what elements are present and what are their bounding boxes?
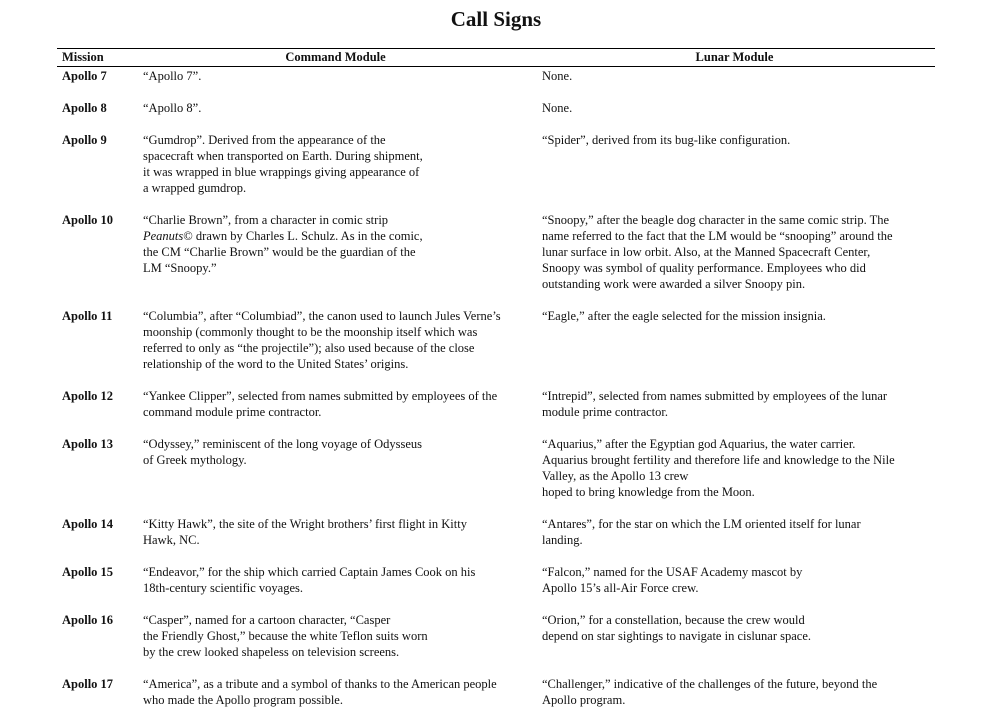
page-title: Call Signs xyxy=(450,7,542,31)
lunar-module-cell-line: “Snoopy,” after the beagle dog character in the same comic strip. The xyxy=(542,213,890,227)
command-module-cell xyxy=(143,212,423,276)
mission-cell: Apollo 13 xyxy=(62,437,114,451)
command-module-cell-line: “America”, as a tribute and a symbol of thanks to the American people xyxy=(143,677,497,691)
lunar-module-cell xyxy=(542,308,826,324)
lunar-module-cell-line: Valley, as the Apollo 13 crew xyxy=(542,469,689,483)
command-module-cell-line: a wrapped gumdrop. xyxy=(143,181,247,195)
lunar-module-cell-line: “Eagle,” after the eagle selected for the mission insignia. xyxy=(542,309,826,323)
command-module-cell-line: Peanuts© drawn by Charles L. Schulz. As in the comic, xyxy=(143,229,423,243)
command-module-cell-line: referred to only as “the projectile”); also used because of the close xyxy=(143,341,475,355)
lunar-module-cell xyxy=(542,68,572,84)
lunar-module-cell xyxy=(542,100,572,116)
command-module-cell-line: who made the Apollo program possible. xyxy=(143,693,343,707)
lunar-module-cell xyxy=(542,564,802,596)
lunar-module-cell-line: Snoopy was symbol of quality performance. Employees who did xyxy=(542,261,866,275)
command-module-cell xyxy=(143,436,422,468)
command-module-cell-line: LM “Snoopy.” xyxy=(143,261,217,275)
lunar-module-cell-line: module prime contractor. xyxy=(542,405,669,419)
command-module-cell xyxy=(143,132,423,196)
command-module-cell-line: “Odyssey,” reminiscent of the long voyage of Odysseus xyxy=(143,437,422,451)
command-module-cell xyxy=(143,388,497,420)
column-header-mission: Mission xyxy=(62,50,104,64)
command-module-cell-line: command module prime contractor. xyxy=(143,405,322,419)
lunar-module-cell xyxy=(542,132,790,148)
command-module-cell xyxy=(143,676,497,708)
lunar-module-cell-line: Apollo 15’s all-Air Force crew. xyxy=(542,581,699,595)
command-module-cell-line: spacecraft when transported on Earth. During shipment, xyxy=(143,149,423,163)
mission-cell: Apollo 11 xyxy=(62,309,113,323)
lunar-module-cell-line: “Aquarius,” after the Egyptian god Aquarius, the water carrier. xyxy=(542,437,856,451)
lunar-module-cell-line: hoped to bring knowledge from the Moon. xyxy=(542,485,755,499)
command-module-cell-line: of Greek mythology. xyxy=(143,453,247,467)
lunar-module-cell xyxy=(542,436,895,500)
mission-cell: Apollo 10 xyxy=(62,213,114,227)
mission-cell: Apollo 15 xyxy=(62,565,114,579)
command-module-cell-line: “Casper”, named for a cartoon character, “Casper xyxy=(143,613,391,627)
lunar-module-cell-line: “Antares”, for the star on which the LM oriented itself for lunar xyxy=(542,517,861,531)
lunar-module-cell-line: “Falcon,” named for the USAF Academy mascot by xyxy=(542,565,803,579)
mission-cell: Apollo 12 xyxy=(62,389,114,403)
column-header-lunar-module: Lunar Module xyxy=(695,50,774,64)
command-module-cell-line: Hawk, NC. xyxy=(143,533,200,547)
command-module-cell-line: by the crew looked shapeless on television screens. xyxy=(143,645,400,659)
command-module-cell-line: “Columbia”, after “Columbiad”, the canon used to launch Jules Verne’s xyxy=(143,309,501,323)
mission-cell: Apollo 7 xyxy=(62,69,107,83)
lunar-module-cell-line: “Spider”, derived from its bug-like configuration. xyxy=(542,133,791,147)
command-module-cell-line: it was wrapped in blue wrappings giving appearance of xyxy=(143,165,420,179)
table-header-rule xyxy=(57,66,935,67)
lunar-module-cell-line: landing. xyxy=(542,533,583,547)
table-top-rule xyxy=(57,48,935,49)
mission-cell: Apollo 8 xyxy=(62,101,107,115)
lunar-module-cell xyxy=(542,388,887,420)
lunar-module-cell-line: Aquarius brought fertility and therefore life and knowledge to the Nile xyxy=(542,453,895,467)
command-module-cell-line: moonship (commonly thought to be the moonship itself which was xyxy=(143,325,478,339)
command-module-cell-line: 18th-century scientific voyages. xyxy=(143,581,304,595)
lunar-module-cell xyxy=(542,612,811,644)
command-module-cell xyxy=(143,68,201,84)
lunar-module-cell-line: “Orion,” for a constellation, because the crew would xyxy=(542,613,805,627)
lunar-module-cell-line: None. xyxy=(542,69,573,83)
command-module-cell xyxy=(143,100,201,116)
command-module-cell-line: “Kitty Hawk”, the site of the Wright brothers’ first flight in Kitty xyxy=(143,517,467,531)
command-module-cell-line: “Apollo 7”. xyxy=(143,69,202,83)
lunar-module-cell-line: depend on star sightings to navigate in cislunar space. xyxy=(542,629,812,643)
command-module-cell-line: the Friendly Ghost,” because the white Teflon suits worn xyxy=(143,629,428,643)
lunar-module-cell-line: None. xyxy=(542,101,573,115)
mission-cell: Apollo 9 xyxy=(62,133,107,147)
command-module-cell xyxy=(143,516,467,548)
lunar-module-cell-line: “Intrepid”, selected from names submitted by employees of the lunar xyxy=(542,389,888,403)
command-module-cell-line: “Gumdrop”. Derived from the appearance of the xyxy=(143,133,386,147)
command-module-cell xyxy=(143,308,501,372)
command-module-cell-line: “Apollo 8”. xyxy=(143,101,202,115)
lunar-module-cell-line: lunar surface in low orbit. Also, at the Manned Spacecraft Center, xyxy=(542,245,871,259)
lunar-module-cell-line: name referred to the fact that the LM would be “snooping” around the xyxy=(542,229,893,243)
lunar-module-cell xyxy=(542,676,877,708)
mission-cell: Apollo 17 xyxy=(62,677,114,691)
command-module-cell xyxy=(143,612,428,660)
lunar-module-cell xyxy=(542,516,861,548)
lunar-module-cell-line: Apollo program. xyxy=(542,693,626,707)
mission-cell: Apollo 14 xyxy=(62,517,114,531)
lunar-module-cell xyxy=(542,212,893,292)
lunar-module-cell-line: “Challenger,” indicative of the challenges of the future, beyond the xyxy=(542,677,878,691)
command-module-cell xyxy=(143,564,475,596)
command-module-cell-line: “Charlie Brown”, from a character in comic strip xyxy=(143,213,389,227)
lunar-module-cell-line: outstanding work were awarded a silver Snoopy pin. xyxy=(542,277,806,291)
mission-cell: Apollo 16 xyxy=(62,613,114,627)
command-module-cell-line: “Yankee Clipper”, selected from names submitted by employees of the xyxy=(143,389,498,403)
command-module-cell-line: relationship of the word to the United States’ origins. xyxy=(143,357,409,371)
column-header-command-module: Command Module xyxy=(285,50,386,64)
command-module-cell-line: the CM “Charlie Brown” would be the guardian of the xyxy=(143,245,416,259)
command-module-cell-line: “Endeavor,” for the ship which carried Captain James Cook on his xyxy=(143,565,476,579)
